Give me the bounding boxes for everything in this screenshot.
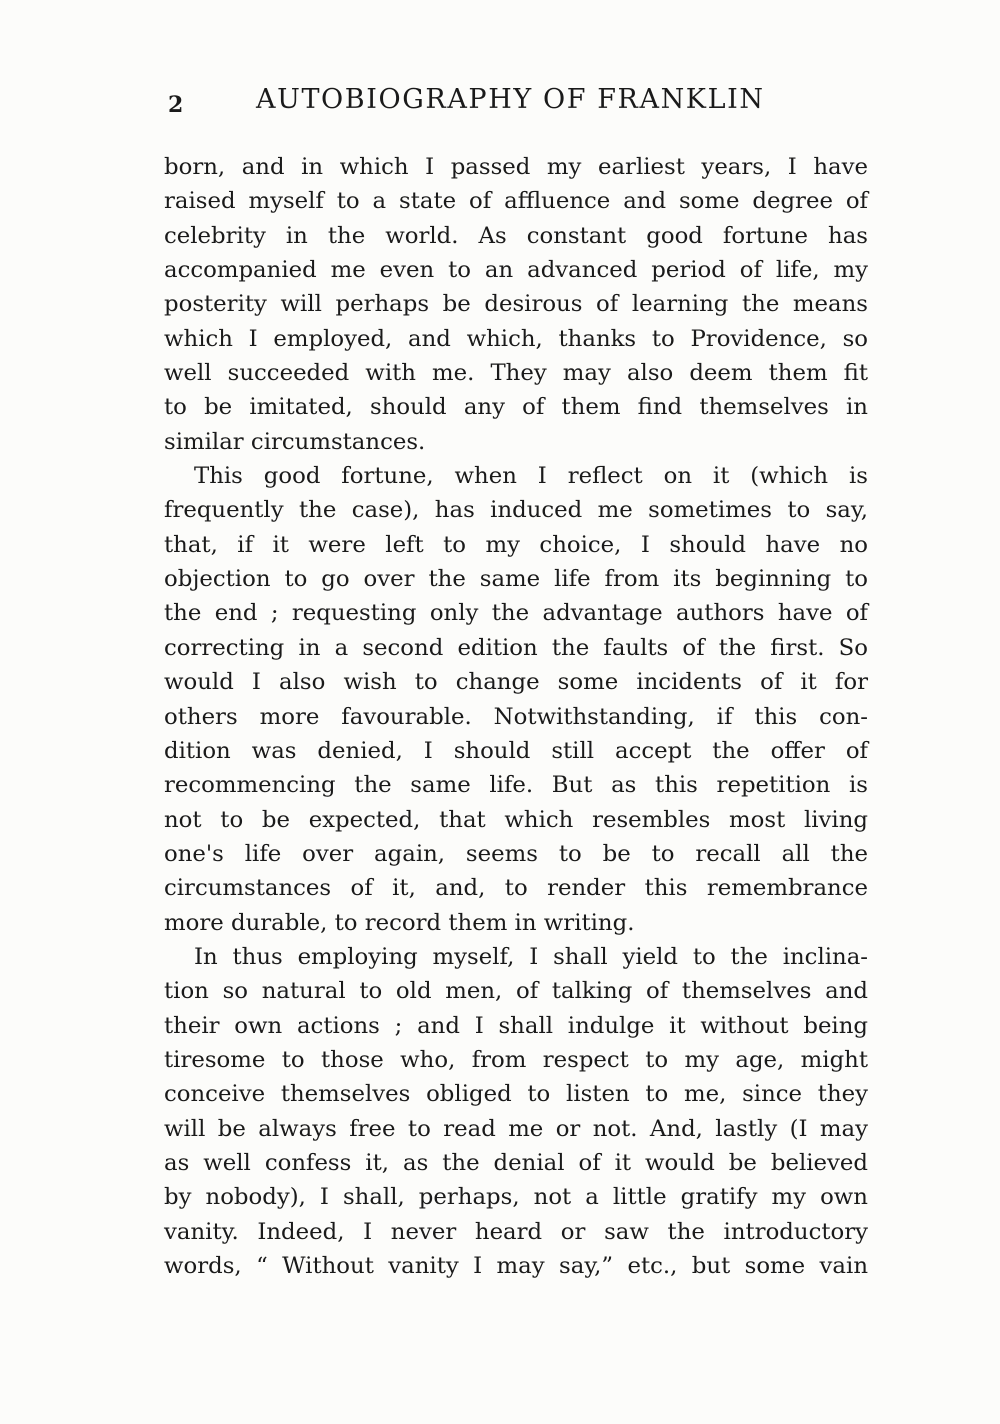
text-line: celebrity in the world. As constant good fortune has	[164, 222, 868, 249]
text-line: would I also wish to change some incidents of it for	[164, 669, 868, 696]
text-line: which I employed, and which, thanks to Providence, so	[164, 325, 868, 352]
text-line: one's life over again, seems to be to recall all the	[164, 840, 868, 867]
text-line: similar circumstances.	[164, 428, 426, 455]
text-line: more durable, to record them in writing.	[164, 909, 635, 936]
text-line: words, “ Without vanity I may say,” etc., but some vain	[164, 1253, 868, 1279]
page-number: 2	[168, 92, 184, 118]
text-line: conceive themselves obliged to listen to me, since they	[164, 1081, 868, 1108]
text-line: that, if it were left to my choice, I should have no	[164, 531, 868, 558]
text-line: vanity. Indeed, I never heard or saw the introductory	[164, 1218, 868, 1245]
text-line: as well confess it, as the denial of it would be believed	[164, 1149, 868, 1176]
text-line: the end ; requesting only the advantage authors have of	[164, 600, 868, 627]
text-line: recommencing the same life. But as this repetition is	[164, 772, 868, 799]
text-line: raised myself to a state of affluence and some degree of	[164, 188, 868, 215]
text-line: will be always free to read me or not. And, lastly (I may	[164, 1115, 868, 1142]
text-line: by nobody), I shall, perhaps, not a little gratify my own	[164, 1184, 868, 1211]
text-line: This good fortune, when I reflect on it (which is	[194, 463, 868, 490]
text-line: correcting in a second edition the faults of the first. So	[164, 634, 868, 661]
text-line: their own actions ; and I shall indulge it without being	[164, 1012, 868, 1039]
text-line: frequently the case), has induced me sometimes to say,	[164, 497, 868, 524]
body-text	[164, 150, 868, 1283]
running-title: AUTOBIOGRAPHY OF FRANKLIN	[256, 84, 765, 115]
paragraph-1	[164, 150, 868, 459]
paragraph-2	[164, 459, 868, 940]
text-line: posterity will perhaps be desirous of learning the means	[164, 291, 868, 318]
text-line: dition was denied, I should still accept the offer of	[164, 737, 868, 764]
text-line: circumstances of it, and, to render this remembrance	[164, 875, 868, 902]
text-line: to be imitated, should any of them find themselves in	[164, 394, 868, 421]
text-line: tion so natural to old men, of talking of themselves and	[164, 978, 868, 1005]
text-line: In thus employing myself, I shall yield to the inclina-	[194, 943, 868, 970]
running-head	[168, 84, 868, 124]
text-line: well succeeded with me. They may also deem them fit	[164, 360, 868, 387]
text-line: born, and in which I passed my earliest years, I have	[164, 154, 868, 180]
text-line: not to be expected, that which resembles most living	[164, 806, 868, 833]
paragraph-3	[164, 940, 868, 1283]
text-line: objection to go over the same life from its beginning to	[164, 566, 868, 593]
text-line: tiresome to those who, from respect to my age, might	[164, 1046, 868, 1073]
text-line: accompanied me even to an advanced period of life, my	[164, 257, 868, 284]
text-line: others more favourable. Notwithstanding, if this con-	[164, 703, 868, 730]
